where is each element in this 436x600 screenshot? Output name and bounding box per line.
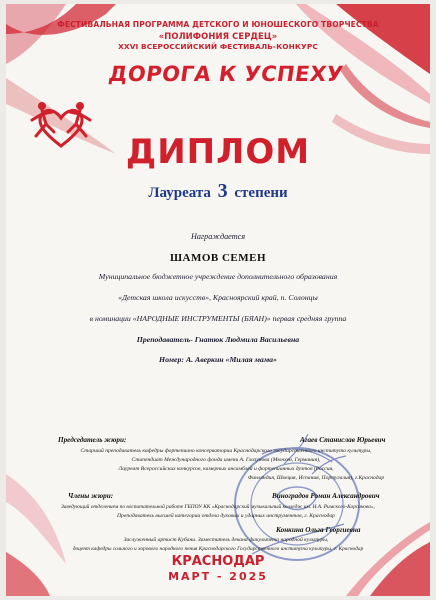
jury-member-1-name: Виноградов Роман Александрович xyxy=(272,492,380,500)
jury-chair-name: Агаев Станислав Юрьевич xyxy=(300,436,386,444)
festival-name: «ПОЛИФОНИЯ СЕРДЕЦ» xyxy=(158,31,278,41)
jury-chair-desc-1: Старший преподаватель кафедры фортепиано консерватории Краснодарского государственного института культуры, xyxy=(80,448,372,454)
diploma-page xyxy=(6,4,430,596)
jury-chair-desc-3: Лауреат Всероссийских конкурсов, камерных ансамблей и фортепианных дуэтов (Россия, xyxy=(118,466,334,472)
festival-motto: ДОРОГА К УСПЕХУ xyxy=(107,62,345,86)
jury-chair-desc-2: Стипендиат Международного фонда имени А. Глазунова (Мюнхен, Германия), xyxy=(131,457,321,463)
nomination: в номинации «НАРОДНЫЕ ИНСТРУМЕНТЫ (БЯАН)» первая средняя группа xyxy=(89,314,347,323)
festival-program-title: ФЕСТИВАЛЬНАЯ ПРОГРАММА ДЕТСКОГО И ЮНОШЕСКОГО ТВОРЧЕСТВА xyxy=(57,20,379,29)
institution-line-2: «Детская школа искусств», Красноярский край, п. Солонцы xyxy=(118,293,318,302)
teacher: Преподаватель- Гнатюк Людмила Васильевна xyxy=(136,335,300,344)
performance-piece: Номер: А. Аверкин «Милая мама» xyxy=(159,355,277,364)
degree-prefix: Лауреата xyxy=(148,185,211,201)
jury-member-2-desc-1: Заслуженный артист Кубани. Заместитель декана факультета народной культуры, xyxy=(123,537,329,543)
city-name: КРАСНОДАР xyxy=(171,554,265,569)
jury-member-2-name: Конкина Ольга Георгиевна xyxy=(276,526,361,534)
degree-number: 3 xyxy=(217,180,228,202)
jury-member-2-desc-2: доцент кафедры сольного и хорового народного пения Краснодарского Государственного института культуры, г. Краснодар xyxy=(72,546,364,552)
degree-suffix: степени xyxy=(234,185,288,201)
recipient-name: ШАМОВ СЕМЕН xyxy=(169,252,267,264)
contest-title: XXVI ВСЕРОССИЙСКИЙ ФЕСТИВАЛЬ-КОНКУРС xyxy=(118,42,318,51)
jury-member-1-desc-1: Заведующий отделением по воспитательной работе ГБПОУ КК «Краснодарский музыкальный колледж им. Н.А. Римского-Корсакова», xyxy=(61,504,375,510)
diploma-title: ДИПЛОМ xyxy=(125,132,311,172)
jury-chair-role: Председатель жюри: xyxy=(58,436,127,444)
laureate-degree xyxy=(6,180,430,203)
jury-chair-desc-4: Финляндия, Швеция, Испания, Португалия), г.Краснодар xyxy=(247,475,385,481)
institution-line-1: Муниципальное бюджетное учреждение дополнительного образования xyxy=(98,272,338,281)
event-date: МАРТ - 2025 xyxy=(168,570,268,583)
awarded-label: Награждается xyxy=(190,232,246,241)
jury-member-1-desc-2: Преподаватель высшей категории отдела духовых и ударных инструментов, г. Краснодар xyxy=(117,513,335,519)
jury-members-role: Члены жюри: xyxy=(68,492,114,500)
